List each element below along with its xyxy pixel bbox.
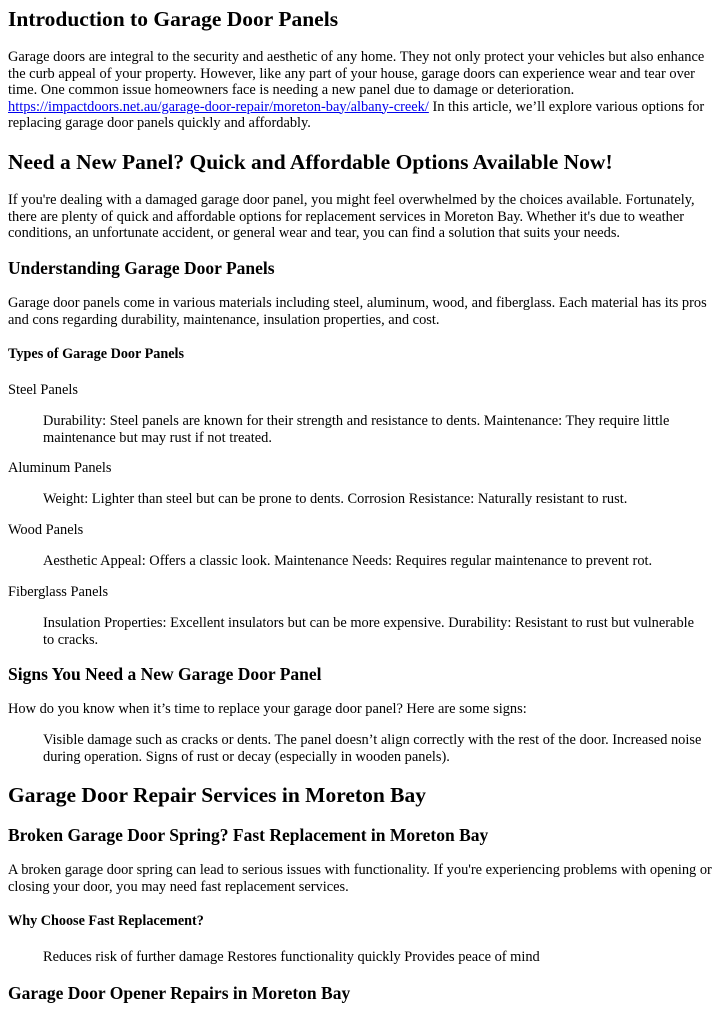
term-aluminum-panels: Aluminum Panels: [8, 460, 112, 476]
term-steel-panels: Steel Panels: [8, 382, 78, 398]
list-signs: Visible damage such as cracks or dents. The panel doesn’t align correctly with the rest of the door. Increased noise during operation. Signs of rust or decay (especially in wooden panels).: [43, 732, 702, 765]
list-why: Reduces risk of further damage Restores functionality quickly Provides peace of mind: [43, 949, 540, 965]
heading-opener: Garage Door Opener Repairs in Moreton Bay: [8, 983, 351, 1003]
heading-types: Types of Garage Door Panels: [8, 346, 185, 362]
intro-text-after-link: In this article, we’ll explore various options for replacing garage door panels quickly and affordably.: [8, 98, 705, 131]
paragraph-signs: How do you know when it’s time to replace your garage door panel? Here are some signs:: [8, 701, 527, 717]
heading-why: Why Choose Fast Replacement?: [8, 913, 204, 929]
term-wood-panels: Wood Panels: [8, 522, 84, 538]
desc-steel-panels: Durability: Steel panels are known for their strength and resistance to dents. Maintenance: They require little maintenance but may rust if not treated.: [43, 413, 670, 446]
heading-spring: Broken Garage Door Spring? Fast Replacement in Moreton Bay: [8, 825, 489, 845]
albany-creek-link[interactable]: https://impactdoors.net.au/garage-door-repair/moreton-bay/albany-creek/: [8, 98, 429, 115]
paragraph-new-panel: If you're dealing with a damaged garage door panel, you might feel overwhelmed by the choices available. Fortunately, there are plenty of quick and affordable options for replacement services in Moreton Bay. Whether it's due to weather conditions, an unfortunate accident, or general wear and tear, you can find a solution that suits your needs.: [8, 192, 695, 241]
desc-fiberglass-panels: Insulation Properties: Excellent insulators but can be more expensive. Durability: Resistant to rust but vulnerable to cracks.: [43, 615, 695, 648]
term-fiberglass-panels: Fiberglass Panels: [8, 584, 109, 600]
desc-wood-panels: Aesthetic Appeal: Offers a classic look. Maintenance Needs: Requires regular maintenance to prevent rot.: [43, 553, 653, 569]
intro-text-before-link: Garage doors are integral to the security and aesthetic of any home. They not only protect your vehicles but also enhance the curb appeal of your property. However, like any part of your house, garage doors can experience wear and tear over time. One common issue homeowners face is needing a new panel due to damage or deterioration.: [8, 49, 705, 98]
paragraph-spring: A broken garage door spring can lead to serious issues with functionality. If you're experiencing problems with opening or closing your door, you may need fast replacement services.: [8, 862, 712, 895]
paragraph-understanding: Garage door panels come in various materials including steel, aluminum, wood, and fiberglass. Each material has its pros and cons regarding durability, maintenance, insulation properties, and cost.: [8, 295, 707, 328]
heading-repair: Garage Door Repair Services in Moreton Bay: [8, 783, 426, 807]
heading-intro: Introduction to Garage Door Panels: [8, 7, 339, 31]
desc-aluminum-panels: Weight: Lighter than steel but can be prone to dents. Corrosion Resistance: Naturally resistant to rust.: [43, 491, 628, 507]
heading-understanding: Understanding Garage Door Panels: [8, 258, 275, 278]
heading-signs: Signs You Need a New Garage Door Panel: [8, 664, 322, 684]
paragraph-intro: [8, 49, 714, 132]
heading-new-panel: Need a New Panel? Quick and Affordable Options Available Now!: [8, 150, 613, 174]
